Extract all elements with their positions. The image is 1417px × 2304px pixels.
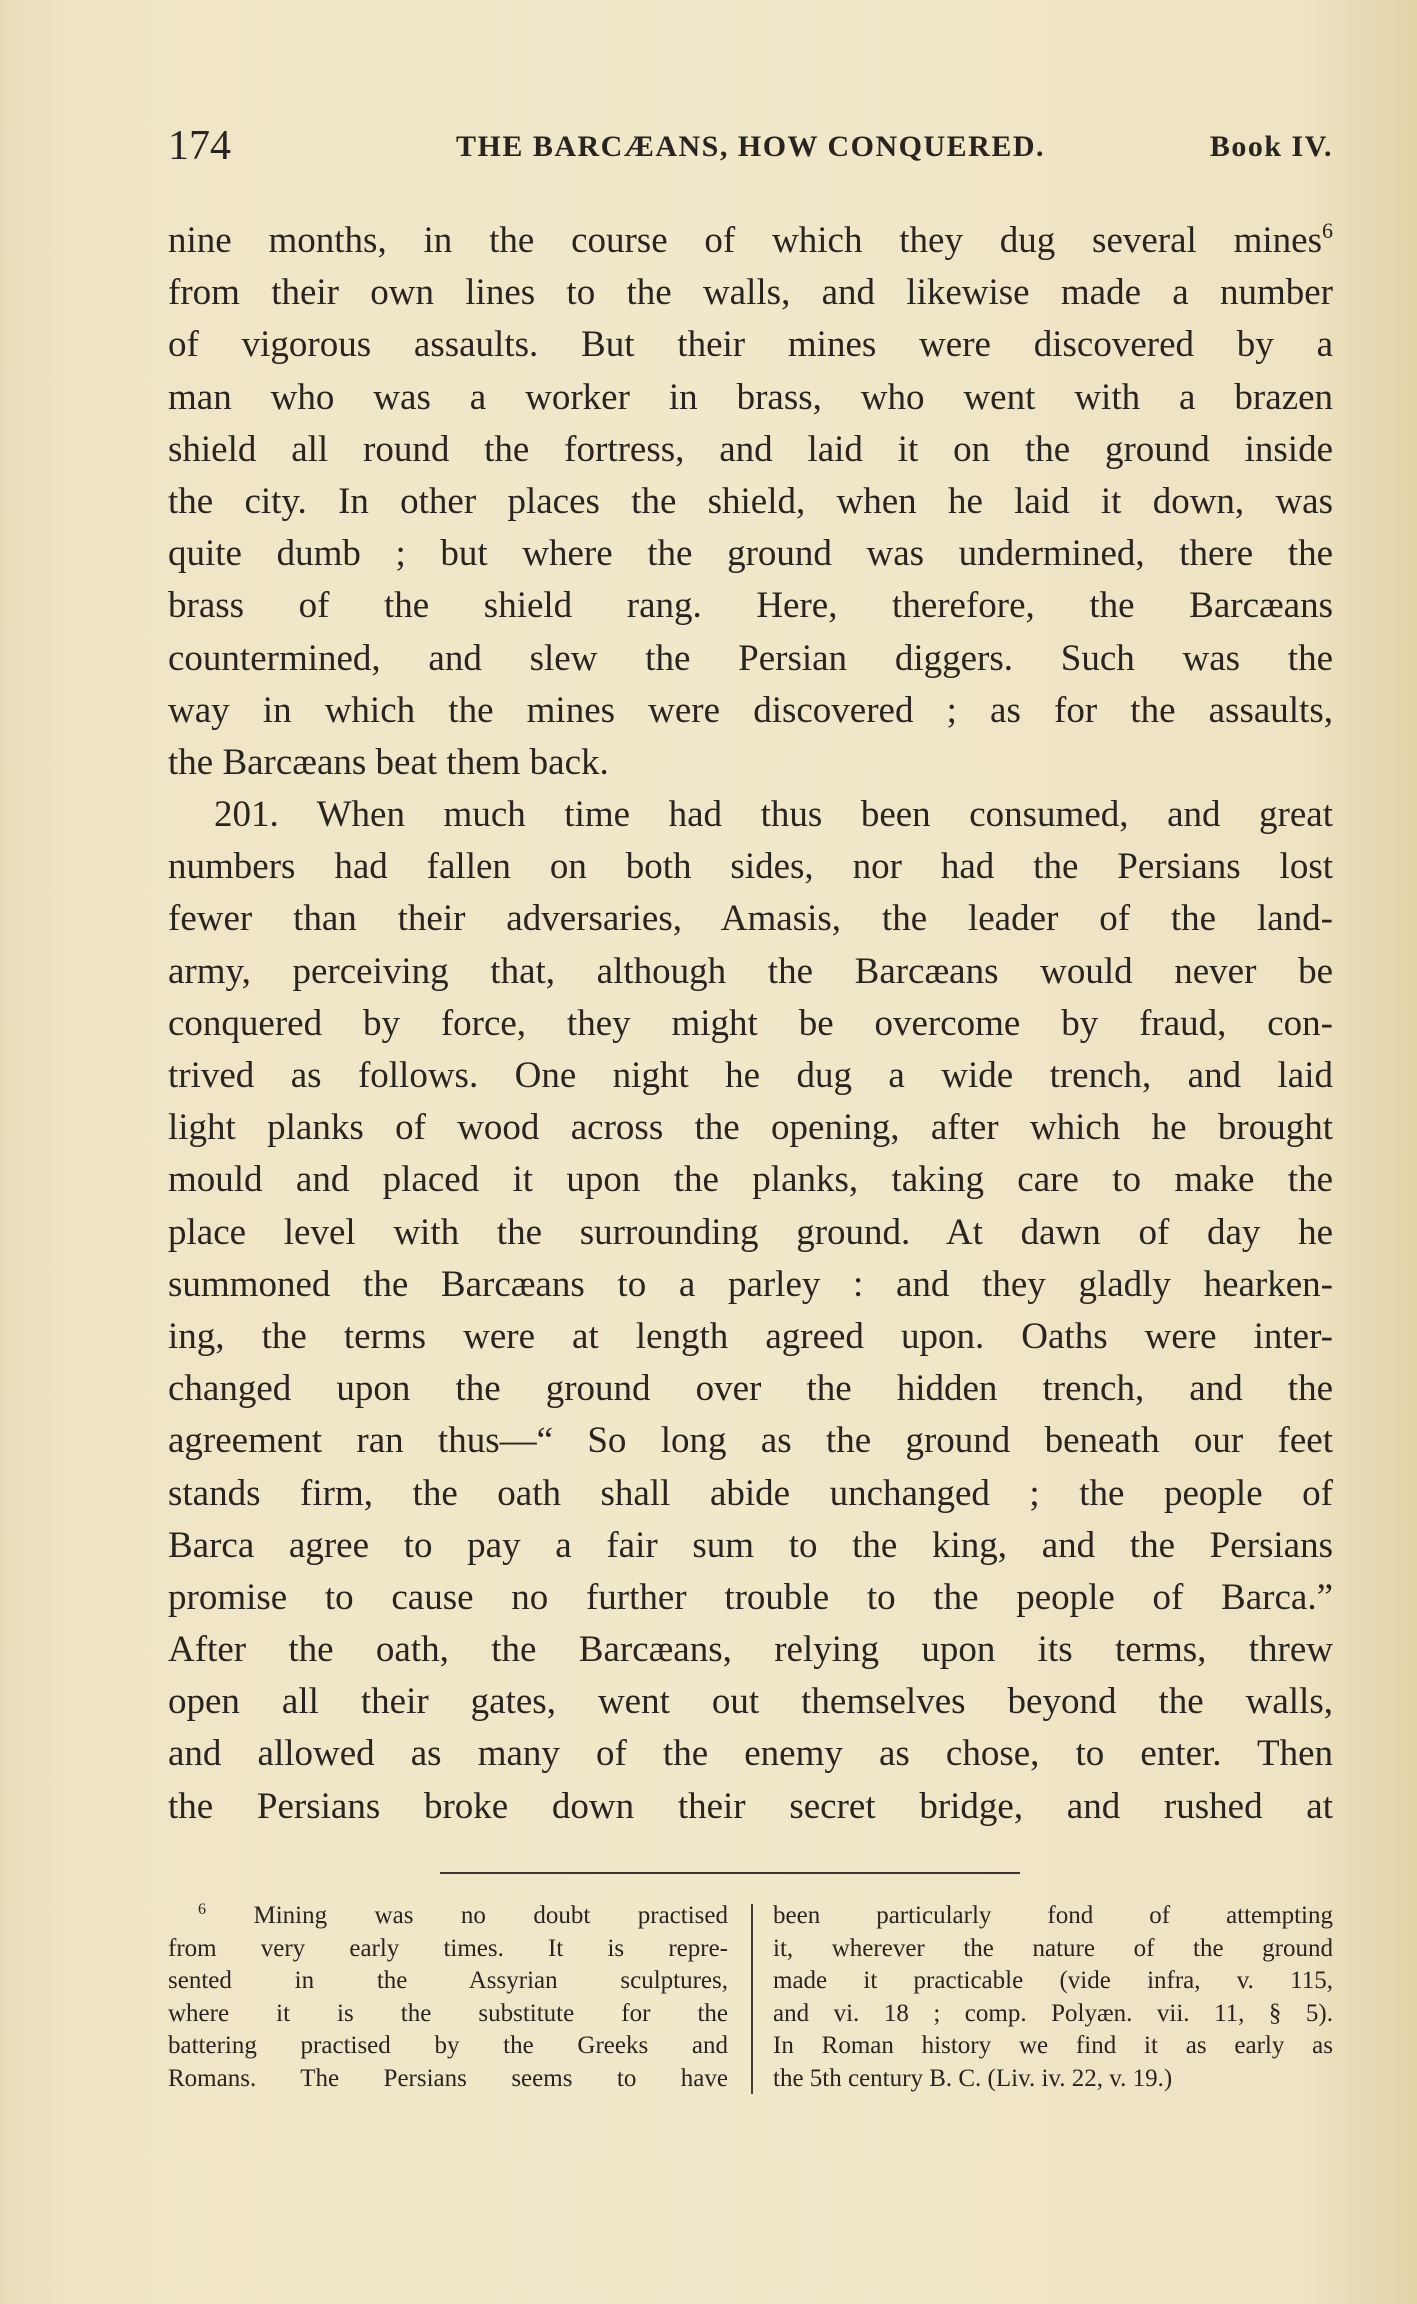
text-line: way in which the mines were discovered ; as for the assaults, <box>168 689 1333 731</box>
footnote-line: the 5th century B. C. (Liv. iv. 22, v. 19.) <box>773 2064 1173 2092</box>
text-line: stands firm, the oath shall abide unchanged ; the people of <box>168 1472 1333 1514</box>
footnote-reference: 6 <box>1322 218 1333 243</box>
text-line: man who was a worker in brass, who went with a brazen <box>168 376 1333 418</box>
text-line: countermined, and slew the Persian diggers. Such was the <box>168 637 1333 679</box>
text-line: ing, the terms were at length agreed upon. Oaths were inter- <box>168 1315 1333 1357</box>
footnote-column-left <box>168 1900 728 2096</box>
page-header <box>168 122 1333 172</box>
section-201-start: 201. When much time had thus been consumed, and great <box>214 794 1333 836</box>
footnote-line: Romans. The Persians seems to have <box>168 2064 728 2092</box>
footnote-separator-rule <box>440 1872 1020 1874</box>
text-line: trived as follows. One night he dug a wide trench, and laid <box>168 1055 1333 1096</box>
footnote-line: been particularly fond of attempting <box>773 1902 1333 1929</box>
text-line: quite dumb ; but where the ground was undermined, there the <box>168 533 1333 575</box>
text-line: the Barcæans beat them back. <box>168 741 609 783</box>
text-line: Barca agree to pay a fair sum to the king, and the Persians <box>168 1524 1333 1566</box>
footnote-column-right <box>773 1900 1333 2096</box>
text-line: mould and placed it upon the planks, taking care to make the <box>168 1159 1333 1201</box>
text-line: brass of the shield rang. Here, therefore, the Barcæans <box>168 585 1333 627</box>
text-line: changed upon the ground over the hidden trench, and the <box>168 1368 1333 1410</box>
text-line: summoned the Barcæans to a parley : and they gladly hearken- <box>168 1263 1333 1305</box>
footnote-line: from very early times. It is repre- <box>168 1934 728 1962</box>
footnote-line: made it practicable (vide infra, v. 115, <box>773 1967 1333 1995</box>
footnote-line: it, wherever the nature of the ground <box>773 1934 1333 1962</box>
text-line: from their own lines to the walls, and likewise made a number <box>168 272 1333 314</box>
footnote-column-divider <box>751 1904 753 2094</box>
footnote-line: where it is the substitute for the <box>168 1999 728 2027</box>
text-line: light planks of wood across the opening, after which he brought <box>168 1107 1333 1149</box>
text-line: promise to cause no further trouble to the people of Barca.” <box>168 1576 1333 1618</box>
text-line: agreement ran thus—“ So long as the ground beneath our feet <box>168 1420 1333 1462</box>
footnote-line: sented in the Assyrian sculptures, <box>168 1967 728 1995</box>
text-line: of vigorous assaults. But their mines were discovered by a <box>168 324 1333 366</box>
text-line: and allowed as many of the enemy as chose, to enter. Then <box>168 1733 1333 1775</box>
footnote-line: In Roman history we find it as early as <box>773 2032 1333 2060</box>
text-line: the Persians broke down their secret bridge, and rushed at <box>168 1785 1333 1827</box>
text-line: the city. In other places the shield, when he laid it down, was <box>168 480 1333 522</box>
text-line: open all their gates, went out themselves beyond the walls, <box>168 1681 1333 1723</box>
text-line: army, perceiving that, although the Barcæans would never be <box>168 950 1333 992</box>
footnote-line: and vi. 18 ; comp. Polyæn. vii. 11, § 5). <box>773 1999 1333 2027</box>
footnote-line: battering practised by the Greeks and <box>168 2032 728 2060</box>
page-number: 174 <box>168 123 231 169</box>
text-line: numbers had fallen on both sides, nor had the Persians lost <box>168 846 1333 888</box>
text-line: nine months, in the course of which they dug several mines$^6$ <box>168 218 1333 261</box>
text-line: After the oath, the Barcæans, relying upon its terms, threw <box>168 1629 1333 1671</box>
footnotes <box>168 1900 1333 2100</box>
footnote-line: $^6$ Mining was no doubt practised <box>198 1901 728 1929</box>
running-title: THE BARCÆANS, HOW CONQUERED. <box>455 130 1046 163</box>
text-line: shield all round the fortress, and laid it on the ground inside <box>168 428 1333 470</box>
footnote-marker: 6 <box>198 1901 206 1918</box>
main-text <box>168 215 1333 1833</box>
text-line: fewer than their adversaries, Amasis, the leader of the land- <box>168 898 1333 940</box>
text-line: conquered by force, they might be overcome by fraud, con- <box>168 1002 1333 1044</box>
text-line: place level with the surrounding ground. At dawn of day he <box>168 1211 1333 1253</box>
book-label: Book IV. <box>1209 130 1333 163</box>
